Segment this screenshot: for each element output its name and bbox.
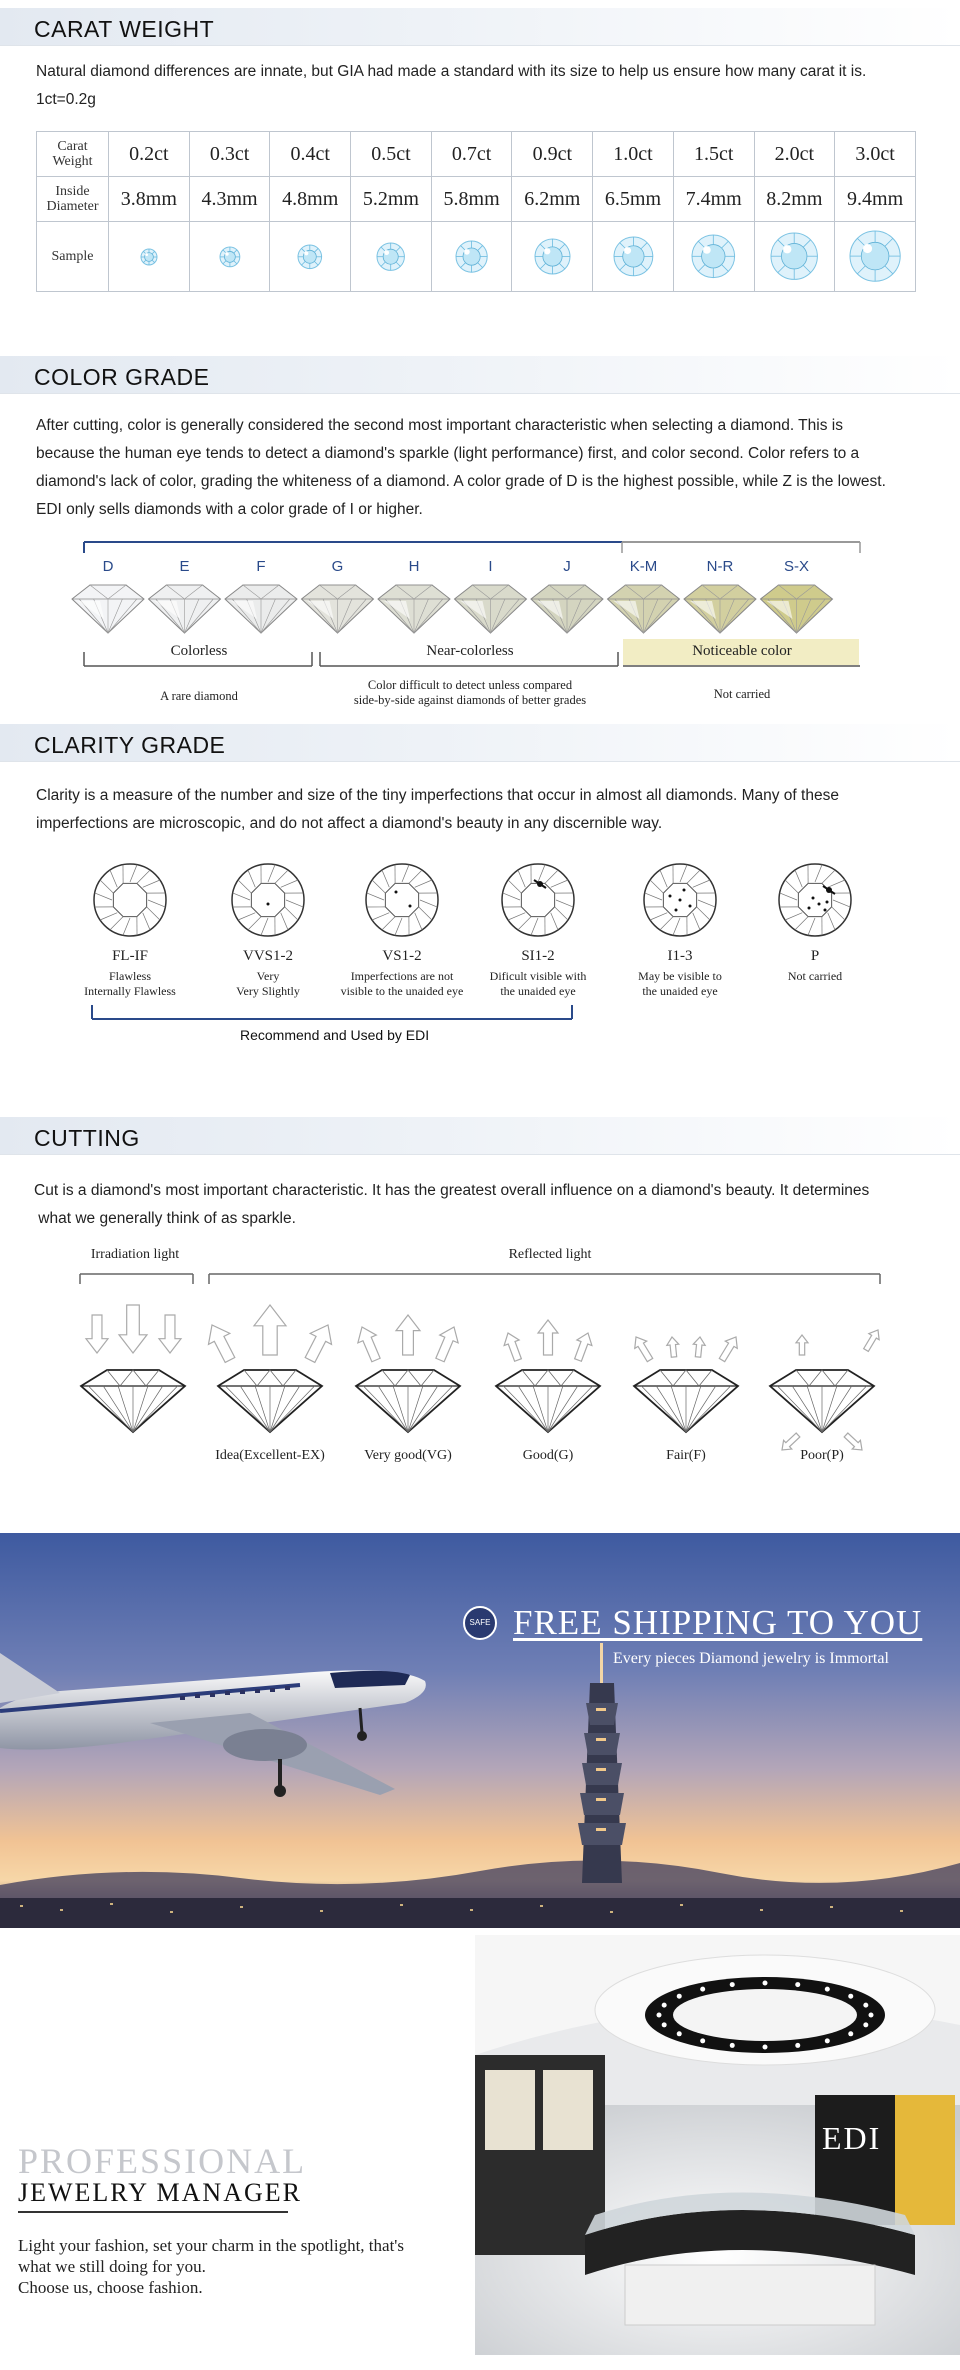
- manager-title-underline: [18, 2211, 288, 2213]
- diamond-profile-icon: [81, 1370, 185, 1432]
- carat-diameter-cell: 3.8mm: [109, 177, 190, 222]
- showroom-image: [475, 1935, 960, 2355]
- ceiling-light: [677, 1994, 682, 1999]
- cutting-diagrams: [0, 1295, 960, 1465]
- diamond-sample-icon: [296, 243, 324, 271]
- clarity-grade-name: VVS1-2: [242, 948, 293, 964]
- diamond-sample-icon: [612, 235, 655, 278]
- carat-diameter-cell: 7.4mm: [673, 177, 754, 222]
- diamond-profile-icon: [496, 1370, 600, 1432]
- carat-weight-cell: 0.5ct: [351, 132, 432, 177]
- carat-diameter-cell: 5.8mm: [431, 177, 512, 222]
- ceiling-light: [662, 2003, 667, 2008]
- clarity-diamond-icon: [775, 860, 855, 940]
- carat-weight-cell: 0.4ct: [270, 132, 351, 177]
- carat-diameter-cell: 6.2mm: [512, 177, 593, 222]
- clarity-grade-desc-1: Very: [256, 969, 280, 983]
- light-arrow-icon: [667, 1337, 679, 1357]
- light-arrow-icon: [396, 1315, 420, 1355]
- ceiling-light: [730, 1982, 735, 1987]
- color-grade-letter: K-M: [629, 558, 658, 575]
- clarity-grade-desc-1: Not carried: [787, 969, 843, 983]
- carat-sample-cell: [593, 222, 674, 292]
- carat-weight-cell: 0.3ct: [189, 132, 270, 177]
- light-arrow-icon: [86, 1315, 108, 1353]
- color-desc-near-line1: Color difficult to detect unless compared: [367, 678, 573, 692]
- safe-badge-icon: SAFE: [463, 1606, 497, 1640]
- carat-weight-cell: 3.0ct: [835, 132, 916, 177]
- clarity-grade-name: SI1-2: [521, 948, 555, 964]
- carat-row-label-line: Diameter: [46, 199, 99, 214]
- light-arrow-icon: [436, 1327, 458, 1362]
- clarity-recommend-bracket: [90, 1005, 580, 1025]
- light-arrow-icon: [119, 1305, 147, 1353]
- ceiling-light: [869, 2013, 874, 2018]
- ceiling-light: [863, 2022, 868, 2027]
- color-para-1: After cutting, color is generally considered the second most important characteristic when selecting a diamond. This is: [36, 417, 843, 434]
- light-arrow-icon: [635, 1337, 653, 1362]
- ceiling-light: [700, 1987, 705, 1992]
- cutting-section-header: [0, 1117, 960, 1155]
- color-grade-letter: F: [256, 558, 266, 575]
- manager-text: [18, 2235, 404, 2298]
- diamond-sample-icon: [218, 245, 242, 269]
- clarity-para-1: Clarity is a measure of the number and size of the tiny imperfections that occur in almost all diamonds. Many of these: [36, 787, 839, 804]
- light-arrow-icon: [864, 1330, 879, 1351]
- carat-weight-cell: 0.2ct: [109, 132, 190, 177]
- manager-banner: [0, 1935, 960, 2355]
- color-grade-letter: N-R: [706, 558, 734, 575]
- clarity-diamond-icon: [640, 860, 720, 940]
- ceiling-light: [863, 2003, 868, 2008]
- carat-sample-cell: [351, 222, 432, 292]
- diamond-profile-icon: [218, 1370, 322, 1432]
- diamond-sample-icon: [375, 241, 406, 272]
- clarity-grade-desc-1: Flawless: [109, 969, 151, 983]
- carat-sample-cell: [754, 222, 835, 292]
- carat-diameter-cell: 4.8mm: [270, 177, 351, 222]
- diamond-sample-icon: [533, 237, 572, 276]
- light-arrow-icon: [305, 1325, 331, 1362]
- carat-weight-cell: 1.5ct: [673, 132, 754, 177]
- clarity-grade-desc-2: the unaided eye: [642, 984, 718, 998]
- carat-row-label-line: Carat: [57, 139, 88, 154]
- color-title: COLOR GRADE: [34, 364, 210, 390]
- shipping-banner: [0, 1533, 960, 1928]
- carat-row-label-line: Inside: [55, 184, 90, 199]
- clarity-grade-text: [735, 948, 895, 984]
- clarity-grade-desc-1: Dificult visible with: [489, 969, 587, 983]
- carat-sample-cell: [673, 222, 754, 292]
- carat-diameter-cell: 5.2mm: [351, 177, 432, 222]
- carat-diameter-cell: 6.5mm: [593, 177, 674, 222]
- cutting-irradiation-label: Irradiation light: [90, 1247, 180, 1262]
- carat-sample-cell: [512, 222, 593, 292]
- diamond-profile-icon: [634, 1370, 738, 1432]
- carat-sample-cell: [109, 222, 190, 292]
- clarity-grade-desc-2: Very Slightly: [236, 984, 300, 998]
- diamond-sample-icon: [690, 233, 737, 280]
- diamond-icon: [149, 585, 221, 633]
- carat-sample-row: [37, 222, 916, 292]
- clarity-section-header: [0, 724, 960, 762]
- cutting-grade-label: Good(G): [522, 1448, 574, 1463]
- clarity-grade-desc-2: visible to the unaided eye: [340, 984, 464, 998]
- carat-row-label-line: Sample: [51, 249, 94, 264]
- manager-text-line1: Light your fashion, set your charm in the spotlight, that's: [18, 2236, 404, 2255]
- light-arrow-icon: [358, 1327, 380, 1362]
- manager-text-line2: what we still doing for you.: [18, 2257, 206, 2276]
- carat-weight-cell: 0.7ct: [431, 132, 512, 177]
- carat-weight-cell: 1.0ct: [593, 132, 674, 177]
- ceiling-light: [795, 1982, 800, 1987]
- light-arrow-icon: [719, 1337, 737, 1362]
- cutting-grade-label: Fair(F): [666, 1448, 706, 1463]
- color-para-3: diamond's lack of color, grading the whiteness of a diamond. A color grade of D is the highest possible, while Z is the lowest.: [36, 473, 886, 490]
- clarity-grade-desc-1: May be visible to: [638, 969, 722, 983]
- color-group-colorless: Colorless: [170, 643, 228, 659]
- light-arrow-icon: [208, 1325, 234, 1362]
- color-para-2: because the human eye tends to detect a diamond's sparkle (light performance) first, and color second. Color refers to a: [36, 445, 860, 462]
- shipping-headline: FREE SHIPPING TO YOU: [513, 1603, 923, 1642]
- ceiling-light: [677, 2031, 682, 2036]
- cutting-para-1: Cut is a diamond's most important characteristic. It has the greatest overall influence on a diamond's beauty. It determines: [34, 1182, 870, 1199]
- ceiling-light: [662, 2022, 667, 2027]
- diamond-icon: [72, 585, 144, 633]
- clarity-diamond-icon: [90, 860, 170, 940]
- light-arrow-icon: [693, 1337, 705, 1357]
- light-arrow-icon: [796, 1335, 808, 1355]
- diamond-profile-icon: [770, 1370, 874, 1432]
- color-grade-letter: E: [179, 558, 190, 575]
- light-arrow-icon: [575, 1333, 592, 1361]
- diamond-icon: [225, 585, 297, 633]
- diamond-icon: [684, 585, 756, 633]
- carat-diameter-cell: 8.2mm: [754, 177, 835, 222]
- carat-row-label-line: Weight: [52, 154, 93, 169]
- ceiling-light: [848, 1994, 853, 1999]
- clarity-para-2: imperfections are microscopic, and do not affect a diamond's beauty in any discernible way.: [36, 815, 663, 832]
- color-grade-letter: D: [102, 558, 114, 575]
- carat-title: CARAT WEIGHT: [34, 16, 215, 42]
- diamond-icon: [378, 585, 450, 633]
- clarity-grade-desc-2: the unaided eye: [500, 984, 576, 998]
- cutting-grade-labels: [0, 1448, 960, 1472]
- ceiling-light: [763, 1981, 768, 1986]
- ceiling-light: [825, 1987, 830, 1992]
- carat-diameter-cell: 9.4mm: [835, 177, 916, 222]
- diamond-icon: [302, 585, 374, 633]
- carat-table: [36, 131, 916, 292]
- shipping-subtitle: Every pieces Diamond jewelry is Immortal: [613, 1650, 889, 1667]
- diamond-sample-icon: [848, 229, 902, 283]
- color-grade-letter: J: [563, 558, 571, 575]
- clarity-grade-desc-2: Internally Flawless: [84, 984, 176, 998]
- color-group-near-colorless: Near-colorless: [426, 643, 514, 659]
- ceiling-light: [700, 2038, 705, 2043]
- ceiling-light: [730, 2043, 735, 2048]
- edi-logo: EDI: [822, 2120, 882, 2156]
- diamond-sample-icon: [454, 239, 489, 274]
- clarity-title: CLARITY GRADE: [34, 732, 226, 758]
- cutting-title: CUTTING: [34, 1125, 140, 1151]
- clarity-diamond-icon: [498, 860, 578, 940]
- diamond-icon: [455, 585, 527, 633]
- color-grade-letter: I: [488, 558, 493, 575]
- color-para-4: EDI only sells diamonds with a color grade of I or higher.: [36, 501, 423, 518]
- clarity-grade-text: [50, 948, 210, 999]
- diamond-sample-icon: [139, 247, 159, 267]
- carat-diameter-row: [37, 177, 916, 222]
- light-arrow-icon: [504, 1333, 521, 1361]
- carat-diameter-cell: 4.3mm: [189, 177, 270, 222]
- manager-title-professional: PROFESSIONAL: [18, 2141, 307, 2181]
- color-section-header: [0, 356, 960, 394]
- color-desc-near: [300, 678, 640, 708]
- light-arrow-icon: [254, 1305, 286, 1355]
- clarity-grade-name: VS1-2: [382, 948, 422, 964]
- carat-intro: Natural diamond differences are innate, but GIA had made a standard with its size to help us ensure how many carat it is.: [36, 63, 867, 80]
- cutting-grade-label: Poor(P): [800, 1448, 844, 1463]
- ceiling-light: [657, 2013, 662, 2018]
- cutting-grade-label: Very good(VG): [364, 1448, 452, 1463]
- carat-sample-cell: [189, 222, 270, 292]
- color-grade-letter: G: [331, 558, 344, 575]
- carat-diameter-header: [37, 177, 109, 222]
- clarity-recommend-label: Recommend and Used by EDI: [240, 1027, 430, 1043]
- carat-note: 1ct=0.2g: [36, 91, 96, 108]
- cutting-brackets: [75, 1268, 885, 1290]
- clarity-grades: [0, 860, 960, 1060]
- carat-section-header: [0, 8, 960, 46]
- carat-sample-cell: [431, 222, 512, 292]
- color-grade-letter: H: [408, 558, 420, 575]
- color-group-noticeable: Noticeable color: [692, 643, 792, 659]
- diamond-icon: [761, 585, 833, 633]
- diamond-profile-icon: [356, 1370, 460, 1432]
- clarity-grade-name: I1-3: [667, 948, 693, 964]
- clarity-grade-name: P: [810, 948, 820, 964]
- color-desc-colorless: A rare diamond: [160, 689, 238, 703]
- shipping-background: [0, 1533, 960, 1928]
- ceiling-light: [825, 2038, 830, 2043]
- carat-weight-cell: 0.9ct: [512, 132, 593, 177]
- carat-sample-cell: [270, 222, 351, 292]
- manager-text-line3: Choose us, choose fashion.: [18, 2278, 203, 2297]
- clarity-diamond-icon: [228, 860, 308, 940]
- clarity-grade-desc-1: Imperfections are not: [350, 969, 454, 983]
- carat-weight-header: [37, 132, 109, 177]
- carat-sample-cell: [835, 222, 916, 292]
- color-desc-near-line2: side-by-side against diamonds of better grades: [353, 693, 587, 707]
- clarity-grade-text: [458, 948, 618, 999]
- diamond-icon: [608, 585, 680, 633]
- cutting-grade-label: Idea(Excellent-EX): [215, 1448, 325, 1463]
- color-grade-letter: S-X: [783, 558, 810, 575]
- carat-sample-header: [37, 222, 109, 292]
- clarity-grade-name: FL-IF: [112, 948, 148, 964]
- diamond-icon: [531, 585, 603, 633]
- clarity-diamond-icon: [362, 860, 442, 940]
- light-arrow-icon: [159, 1315, 181, 1353]
- cutting-reflected-label: Reflected light: [508, 1247, 592, 1262]
- carat-weight-cell: 2.0ct: [754, 132, 835, 177]
- color-desc-noticeable: Not carried: [713, 687, 771, 701]
- light-arrow-icon: [538, 1320, 558, 1355]
- manager-title-jewelry: JEWELRY MANAGER: [18, 2178, 302, 2207]
- diamond-sample-icon: [769, 231, 819, 281]
- ceiling-light: [763, 2045, 768, 2050]
- ceiling-light: [848, 2031, 853, 2036]
- cutting-para-2: what we generally think of as sparkle.: [34, 1210, 296, 1227]
- carat-weight-row: [37, 132, 916, 177]
- ceiling-light: [795, 2043, 800, 2048]
